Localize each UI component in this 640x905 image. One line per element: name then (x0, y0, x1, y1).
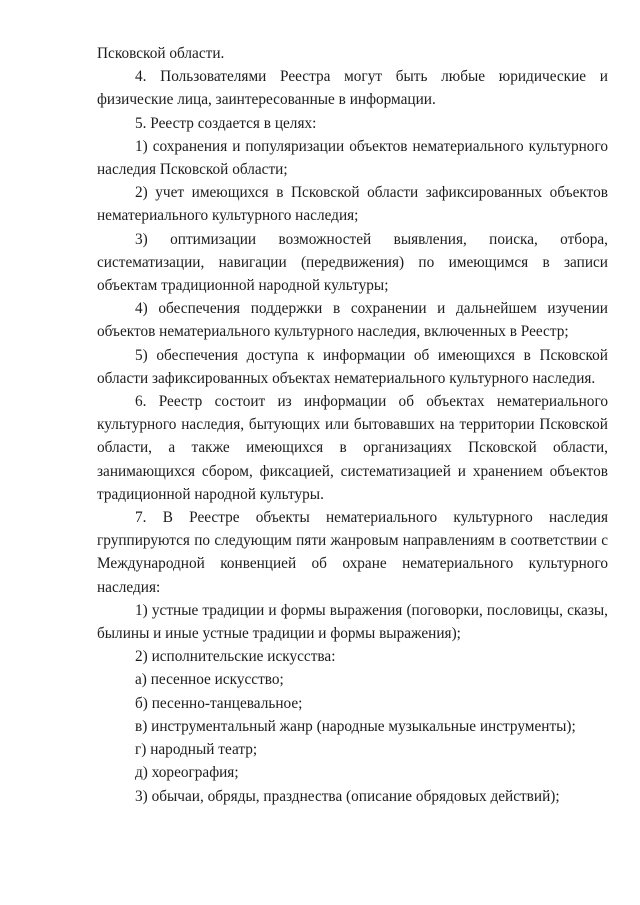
list-item-5-5: 5) обеспечения доступа к информации об имеющихся в Псковской области зафиксированных объектах нематериального культурного наследия. (97, 346, 608, 387)
list-item-5-2: 2) учет имеющихся в Псковской области зафиксированных объектов нематериального культурного наследия; (97, 184, 608, 225)
list-item-7-3: 3) обычаи, обряды, празднества (описание обрядовых действий); (135, 787, 560, 805)
list-item-7-2-c: в) инструментальный жанр (народные музыкальные инструменты); (135, 717, 576, 735)
paragraph-item-5: 5. Реестр создается в целях: (135, 114, 317, 132)
list-item-5-1: 1) сохранения и популяризации объектов нематериального культурного наследия Псковской области; (97, 137, 608, 179)
list-item-7-2-e: д) хореография; (135, 764, 239, 782)
list-item-5-4: 4) обеспечения поддержки в сохранении и дальнейшем изучении объектов нематериального культурного наследия, включенных в Реестр; (97, 300, 608, 341)
list-item-7-2-d: г) народный театр; (135, 741, 258, 759)
list-item-7-2: 2) исполнительские искусства: (135, 648, 336, 666)
list-item-7-1: 1) устные традиции и формы выражения (поговорки, пословицы, сказы, былины и иные устные традиции и формы выражения); (97, 601, 608, 643)
list-item-7-2-a: а) песенное искусство; (135, 671, 284, 689)
document-page (97, 42, 608, 808)
paragraph-item-7: 7. В Реестре объекты нематериального культурного наследия группируются по следующим пяти жанровым направлениям в соответствии с Международной конвенцией об охране нематериального культурного наследия: (97, 509, 608, 596)
list-item-5-3: 3) оптимизации возможностей выявления, поиска, отбора, систематизации, навигации (передвижения) по имеющимся в записи объектам традиционной народной культуры; (97, 230, 608, 295)
list-item-7-2-b: б) песенно-танцевальное; (135, 694, 303, 712)
paragraph-item-6: 6. Реестр состоит из информации об объектах нематериального культурного наследия, бытующих или бытовавших на территории Псковской области, а также имеющихся в организациях Псковской области, занимающихся сбором, фиксацией, систематизацией и хранением объектов традиционной народной культуры. (97, 393, 608, 503)
paragraph-continuation: Псковской области. (97, 45, 225, 62)
paragraph-item-4: 4. Пользователями Реестра могут быть любые юридические и физические лица, заинтересованные в информации. (97, 68, 608, 109)
